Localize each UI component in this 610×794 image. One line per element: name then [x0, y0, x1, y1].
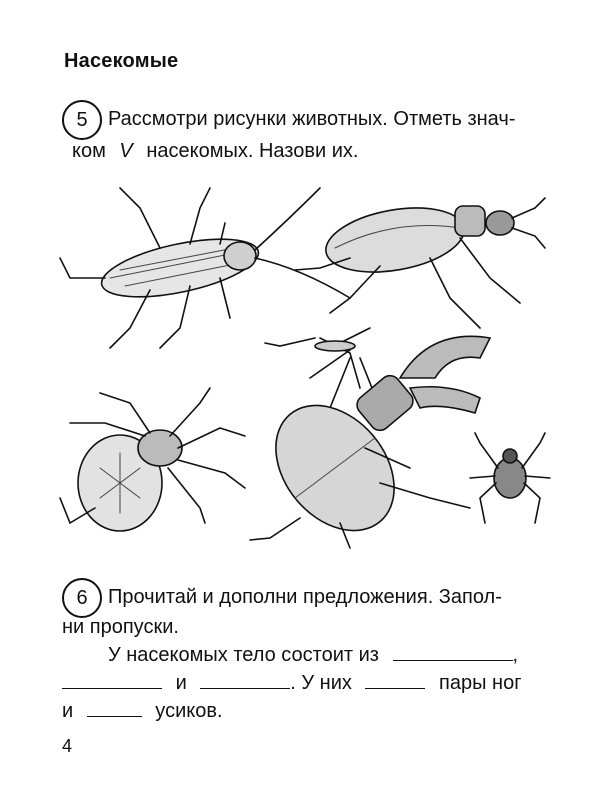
blank-field-2[interactable]	[62, 670, 162, 689]
task-6-text-line-2: ни пропуски.	[62, 616, 179, 638]
sentence-they-have: . У них	[290, 672, 352, 694]
stag-beetle-icon[interactable]	[250, 336, 490, 553]
comma-text: ,	[512, 644, 519, 666]
task-5-text-line-2	[72, 140, 358, 163]
pairs-of-legs-text: пары ног	[439, 672, 522, 694]
task-number-6: 6	[62, 578, 102, 618]
task-5-text-line-1: Рассмотри рисунки животных. Отметь знач-	[108, 108, 516, 130]
blank-field-5[interactable]	[87, 698, 142, 717]
task-6-text-line-4	[62, 670, 522, 695]
checkmark-icon: V	[119, 140, 133, 162]
antennae-text: усиков.	[155, 700, 223, 722]
conjunction-and-2: и	[62, 700, 74, 722]
task-6-text-line-3	[108, 642, 518, 667]
blank-field-3[interactable]	[200, 670, 290, 689]
task-6-text-line-5	[62, 698, 223, 723]
task-number-5: 5	[62, 100, 102, 140]
tick-icon[interactable]	[470, 433, 550, 523]
task-5-line-2-end: насекомых. Назови их.	[146, 140, 359, 162]
page-number: 4	[62, 736, 73, 756]
animals-illustration	[50, 178, 570, 558]
sentence-body-parts: У насекомых тело состоит из	[108, 644, 379, 666]
spider-icon[interactable]	[60, 388, 245, 531]
blank-field-4[interactable]	[365, 670, 425, 689]
page-title: Насекомые	[64, 50, 179, 72]
blank-field-1[interactable]	[393, 642, 513, 661]
ground-beetle-icon[interactable]	[295, 198, 545, 328]
task-6-text-line-1: Прочитай и дополни предложения. Запол-	[108, 586, 502, 608]
cockroach-icon[interactable]	[60, 188, 350, 348]
task-5-line-2-start: ком	[72, 140, 106, 162]
conjunction-and: и	[175, 672, 187, 694]
